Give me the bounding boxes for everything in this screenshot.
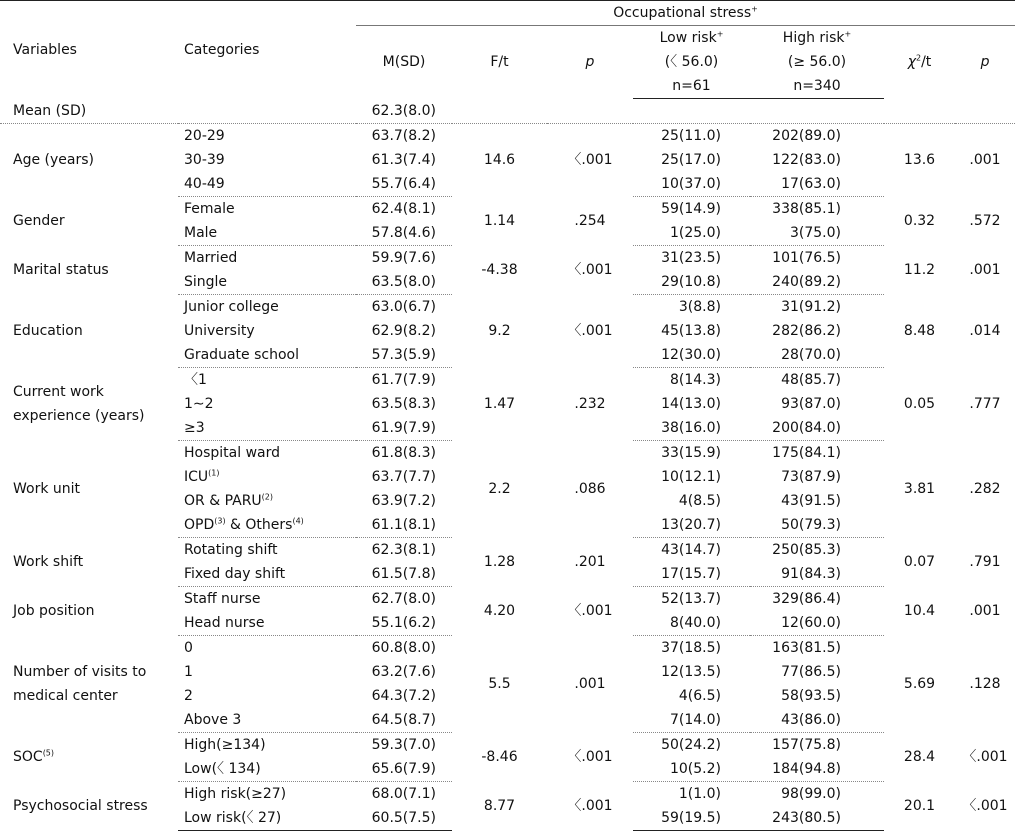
variable-cell: Work unit (13, 481, 81, 497)
msd-cell: 55.7(6.4) (356, 172, 452, 197)
category-cell: Above 3 (178, 708, 356, 733)
low-risk-cell: 45(13.8) (661, 323, 721, 339)
header-low-threshold: (〈 56.0) (664, 54, 719, 70)
header-categories: Categories (178, 1, 356, 99)
category-cell: 1∼2 (184, 396, 214, 412)
category-cell: Graduate school (178, 343, 356, 368)
table-row (0, 197, 1015, 222)
table-row (0, 782, 1015, 807)
category-cell: 2 (184, 688, 193, 704)
high-risk-cell: 28(70.0) (750, 343, 884, 368)
high-risk-cell: 184(94.8) (750, 757, 884, 782)
low-risk-cell: 12(13.5) (661, 664, 721, 680)
high-risk-cell: 58(93.5) (781, 688, 841, 704)
ft-cell: 9.2 (488, 323, 511, 339)
p-cell: .086 (574, 481, 606, 497)
low-risk-cell: 1(25.0) (633, 221, 750, 246)
variable-cell: Mean (SD) (0, 99, 178, 124)
category-cell: Female (184, 201, 235, 217)
p2-cell: .014 (969, 323, 1001, 339)
chi-cell: 11.2 (903, 262, 936, 278)
category-cell: Low(〈 134) (178, 757, 356, 782)
p2-cell: .572 (969, 213, 1001, 229)
high-risk-cell: 101(76.5) (772, 250, 841, 266)
category-cell: ICU$^{(1)}$ (184, 468, 220, 485)
high-risk-cell: 240(89.2) (750, 270, 884, 295)
msd-cell: 59.9(7.6) (371, 250, 436, 266)
high-risk-cell: 12(60.0) (750, 611, 884, 636)
table-row (0, 295, 1015, 320)
header-p: p (585, 54, 595, 71)
chi-cell: 10.4 (903, 603, 936, 619)
variable-cell: Number of visits to medical center (13, 664, 147, 704)
category-cell: Junior college (184, 299, 279, 315)
ft-cell: 1.47 (483, 396, 516, 412)
high-risk-cell: 202(89.0) (772, 128, 841, 144)
p-cell: .001 (574, 676, 606, 692)
category-cell: 20-29 (184, 128, 225, 144)
msd-cell: 64.5(8.7) (356, 708, 452, 733)
table-row (0, 538, 1015, 563)
header-high-threshold: (≥ 56.0) (787, 54, 847, 70)
category-cell: 1 (184, 664, 193, 680)
p2-cell: 〈.001 (962, 798, 1008, 814)
high-risk-cell: 98(99.0) (781, 786, 841, 802)
low-risk-cell: 52(13.7) (661, 591, 721, 607)
category-cell: Single (178, 270, 356, 295)
low-risk-cell: 59(14.9) (661, 201, 721, 217)
p-cell: 〈.001 (567, 262, 613, 278)
category-cell: ≥3 (178, 416, 356, 441)
msd-cell: 61.3(7.4) (371, 152, 436, 168)
table-row (0, 124, 1015, 149)
high-risk-cell: 43(91.5) (781, 493, 841, 509)
ft-cell: 1.28 (483, 554, 516, 570)
msd-cell: 64.3(7.2) (371, 688, 436, 704)
msd-cell: 57.8(4.6) (356, 221, 452, 246)
msd-cell: 63.2(7.6) (371, 664, 436, 680)
chi-cell: 13.6 (903, 152, 936, 169)
ft-cell: 4.20 (483, 603, 516, 619)
high-risk-cell: 338(85.1) (772, 201, 841, 217)
msd-cell: 63.5(8.0) (356, 270, 452, 295)
msd-cell: 62.9(8.2) (371, 323, 436, 339)
msd-cell: 60.5(7.5) (356, 806, 452, 831)
high-risk-cell: 73(87.9) (781, 469, 841, 485)
chi-cell: 0.07 (903, 554, 936, 570)
msd-cell: 55.1(6.2) (356, 611, 452, 636)
table-row (0, 441, 1015, 466)
high-risk-cell: 31(91.2) (781, 299, 841, 315)
category-cell: Hospital ward (184, 445, 280, 461)
low-risk-cell: 13(20.7) (633, 513, 750, 538)
p2-cell: .128 (969, 676, 1001, 692)
table-header (0, 1, 1015, 99)
category-cell: Male (178, 221, 356, 246)
table-body (0, 99, 1015, 831)
header-occupational-stress: Occupational stress+ (356, 1, 1015, 26)
msd-cell: 62.3(8.1) (371, 542, 436, 558)
high-risk-cell: 43(86.0) (750, 708, 884, 733)
category-cell: OPD$^{(3)}$ & Others$^{(4)}$ (178, 513, 356, 538)
low-risk-cell: 8(40.0) (633, 611, 750, 636)
high-risk-cell: 282(86.2) (772, 323, 841, 339)
low-risk-cell: 25(17.0) (661, 152, 721, 168)
category-cell: Rotating shift (184, 542, 278, 558)
high-risk-cell: 48(85.7) (781, 372, 841, 388)
high-risk-cell: 122(83.0) (772, 152, 841, 168)
category-cell: Head nurse (178, 611, 356, 636)
low-risk-cell: 10(5.2) (633, 757, 750, 782)
chi-cell: 0.32 (903, 213, 936, 229)
msd-cell: 61.9(7.9) (356, 416, 452, 441)
variable-cell: Marital status (13, 262, 109, 278)
msd-cell: 63.7(7.7) (371, 469, 436, 485)
p-cell: 〈.001 (567, 798, 613, 814)
msd-cell: 61.7(7.9) (371, 372, 436, 388)
low-risk-cell: 7(14.0) (633, 708, 750, 733)
p2-cell: .001 (969, 603, 1001, 619)
low-risk-cell: 12(30.0) (633, 343, 750, 368)
high-risk-cell: 17(63.0) (750, 172, 884, 197)
header-high-n: n=340 (750, 74, 884, 99)
msd-cell: 62.4(8.1) (371, 201, 436, 217)
variable-cell: Job position (13, 603, 95, 619)
variable-cell: SOC$^{(5)}$ (13, 748, 55, 765)
low-risk-cell: 33(15.9) (661, 445, 721, 461)
msd-cell: 63.5(8.3) (371, 396, 436, 412)
header-variables: Variables (0, 1, 178, 99)
p2-cell: .791 (969, 554, 1001, 570)
high-risk-cell: 243(80.5) (750, 806, 884, 831)
header-low-risk: Low risk+ (659, 29, 724, 46)
variable-cell: Education (13, 323, 83, 339)
high-risk-cell: 91(84.3) (750, 562, 884, 587)
low-risk-cell: 59(19.5) (633, 806, 750, 831)
p-cell: 〈.001 (567, 152, 613, 169)
low-risk-cell: 25(11.0) (661, 128, 721, 144)
msd-cell: 61.1(8.1) (356, 513, 452, 538)
low-risk-cell: 3(8.8) (678, 299, 721, 315)
msd-cell: 57.3(5.9) (356, 343, 452, 368)
category-cell: Low risk(〈 27) (178, 806, 356, 831)
category-cell: Married (184, 250, 238, 266)
header-p2: p (980, 54, 990, 71)
category-cell: 40-49 (178, 172, 356, 197)
header-low-n: n=61 (633, 74, 750, 99)
high-risk-cell: 200(84.0) (750, 416, 884, 441)
category-cell: 30-39 (184, 152, 225, 168)
table-row (0, 587, 1015, 612)
high-risk-cell: 3(75.0) (750, 221, 884, 246)
msd-cell: 62.3(8.0) (356, 99, 452, 124)
p-cell: 〈.001 (567, 323, 613, 339)
chi-cell: 28.4 (903, 749, 936, 765)
p2-cell: .282 (969, 481, 1001, 497)
table-row (0, 733, 1015, 758)
msd-cell: 61.8(8.3) (371, 445, 436, 461)
msd-cell: 59.3(7.0) (371, 737, 436, 753)
chi-cell: 20.1 (903, 798, 936, 814)
category-cell: High(≥134) (184, 737, 266, 753)
low-risk-cell: 4(6.5) (678, 688, 721, 704)
msd-cell: 62.7(8.0) (371, 591, 436, 607)
low-risk-cell: 38(16.0) (633, 416, 750, 441)
low-risk-cell: 37(18.5) (661, 640, 721, 656)
high-risk-cell: 250(85.3) (772, 542, 841, 558)
p-cell: 〈.001 (567, 603, 613, 619)
p2-cell: .001 (969, 262, 1001, 278)
p2-cell: .777 (969, 396, 1001, 412)
header-ft: F/t (490, 54, 509, 71)
ft-cell: 1.14 (483, 213, 516, 229)
header-chi: $\chi^2/t$ (907, 53, 932, 71)
high-risk-cell: 175(84.1) (772, 445, 841, 461)
table-row (0, 246, 1015, 271)
msd-cell: 60.8(8.0) (371, 640, 436, 656)
msd-cell: 68.0(7.1) (371, 786, 436, 802)
p-cell: 〈.001 (567, 749, 613, 765)
high-risk-cell: 50(79.3) (750, 513, 884, 538)
low-risk-cell: 17(15.7) (633, 562, 750, 587)
low-risk-cell: 8(14.3) (669, 372, 721, 388)
category-cell: High risk(≥27) (184, 786, 287, 802)
p-cell: .254 (574, 213, 606, 229)
category-cell: University (184, 323, 255, 339)
table-row (0, 99, 1015, 124)
ft-cell: -4.38 (481, 262, 518, 278)
low-risk-cell: 14(13.0) (661, 396, 721, 412)
table-row (0, 636, 1015, 661)
chi-cell: 0.05 (903, 396, 936, 412)
low-risk-cell: 31(23.5) (661, 250, 721, 266)
category-cell: Fixed day shift (178, 562, 356, 587)
high-risk-cell: 163(81.5) (772, 640, 841, 656)
low-risk-cell: 4(8.5) (678, 493, 721, 509)
chi-cell: 8.48 (903, 323, 936, 339)
msd-cell: 63.9(7.2) (371, 493, 436, 509)
header-high-risk: High risk+ (782, 29, 852, 46)
chi-cell: 5.69 (903, 676, 936, 692)
low-risk-cell: 50(24.2) (661, 737, 721, 753)
category-cell: OR & PARU$^{(2)}$ (184, 492, 274, 509)
msd-cell: 65.6(7.9) (356, 757, 452, 782)
ft-cell: -8.46 (481, 749, 518, 765)
variable-cell: Age (years) (13, 152, 94, 169)
p-cell: .232 (574, 396, 606, 412)
high-risk-cell: 157(75.8) (772, 737, 841, 753)
p2-cell: .001 (969, 152, 1001, 169)
header-msd: M(SD) (382, 54, 426, 71)
high-risk-cell: 77(86.5) (781, 664, 841, 680)
msd-cell: 63.7(8.2) (371, 128, 436, 144)
variable-cell: Gender (13, 213, 65, 229)
ft-cell: 5.5 (488, 676, 511, 692)
high-risk-cell: 329(86.4) (772, 591, 841, 607)
p-cell: .201 (574, 554, 606, 570)
low-risk-cell: 10(12.1) (661, 469, 721, 485)
variable-cell: Work shift (13, 554, 84, 570)
category-cell: 〈1 (184, 372, 207, 388)
variable-cell: Current work experience (years) (13, 384, 145, 424)
p2-cell: 〈.001 (962, 749, 1008, 765)
ft-cell: 8.77 (483, 798, 516, 814)
chi-cell: 3.81 (903, 481, 936, 497)
category-cell: Staff nurse (184, 591, 261, 607)
msd-cell: 61.5(7.8) (356, 562, 452, 587)
ft-cell: 14.6 (483, 152, 516, 169)
low-risk-cell: 1(1.0) (678, 786, 721, 802)
low-risk-cell: 43(14.7) (661, 542, 721, 558)
low-risk-cell: 29(10.8) (633, 270, 750, 295)
table-row (0, 368, 1015, 393)
ft-cell: 2.2 (488, 481, 511, 497)
msd-cell: 63.0(6.7) (371, 299, 436, 315)
variable-cell: Psychosocial stress (13, 798, 148, 814)
high-risk-cell: 93(87.0) (781, 396, 841, 412)
low-risk-cell: 10(37.0) (633, 172, 750, 197)
category-cell: 0 (184, 640, 193, 656)
